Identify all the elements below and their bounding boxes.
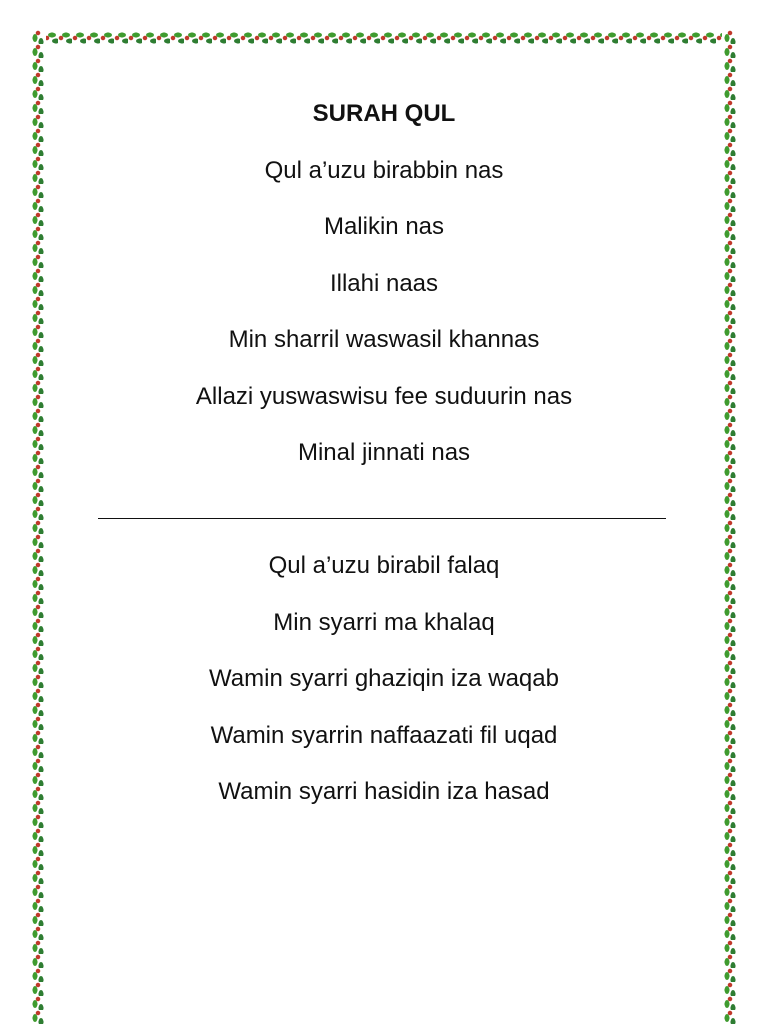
decorative-border-left bbox=[30, 30, 46, 1024]
decorative-border-right bbox=[722, 30, 738, 1024]
divider-line bbox=[98, 518, 666, 519]
decorative-border-top bbox=[30, 30, 738, 46]
verse-line: Wamin syarri ghaziqin iza waqab bbox=[209, 665, 559, 692]
verse-line: Illahi naas bbox=[329, 269, 439, 297]
verse-line: Min syarri ma khalaq bbox=[273, 608, 495, 636]
verse-line: Wamin syarri hasidin iza hasad bbox=[218, 778, 550, 805]
verse-line: Allazi yuswaswisu fee suduurin nas bbox=[195, 382, 573, 410]
verse-line: Qul a’uzu birabbin nas bbox=[264, 156, 504, 184]
verse-line: Malikin nas bbox=[323, 213, 445, 240]
verse-line: Minal jinnati nas bbox=[297, 439, 471, 466]
verse-line: Qul a’uzu birabil falaq bbox=[268, 552, 500, 579]
section-an-nas bbox=[46, 143, 722, 482]
page-title: SURAH QUL bbox=[312, 100, 456, 127]
verse-line: Wamin syarrin naffaazati fil uqad bbox=[210, 721, 558, 749]
verse-line: Min sharril waswasil khannas bbox=[228, 326, 540, 353]
section-divider bbox=[46, 482, 722, 539]
document-body bbox=[46, 86, 722, 821]
section-al-falaq bbox=[46, 538, 722, 821]
